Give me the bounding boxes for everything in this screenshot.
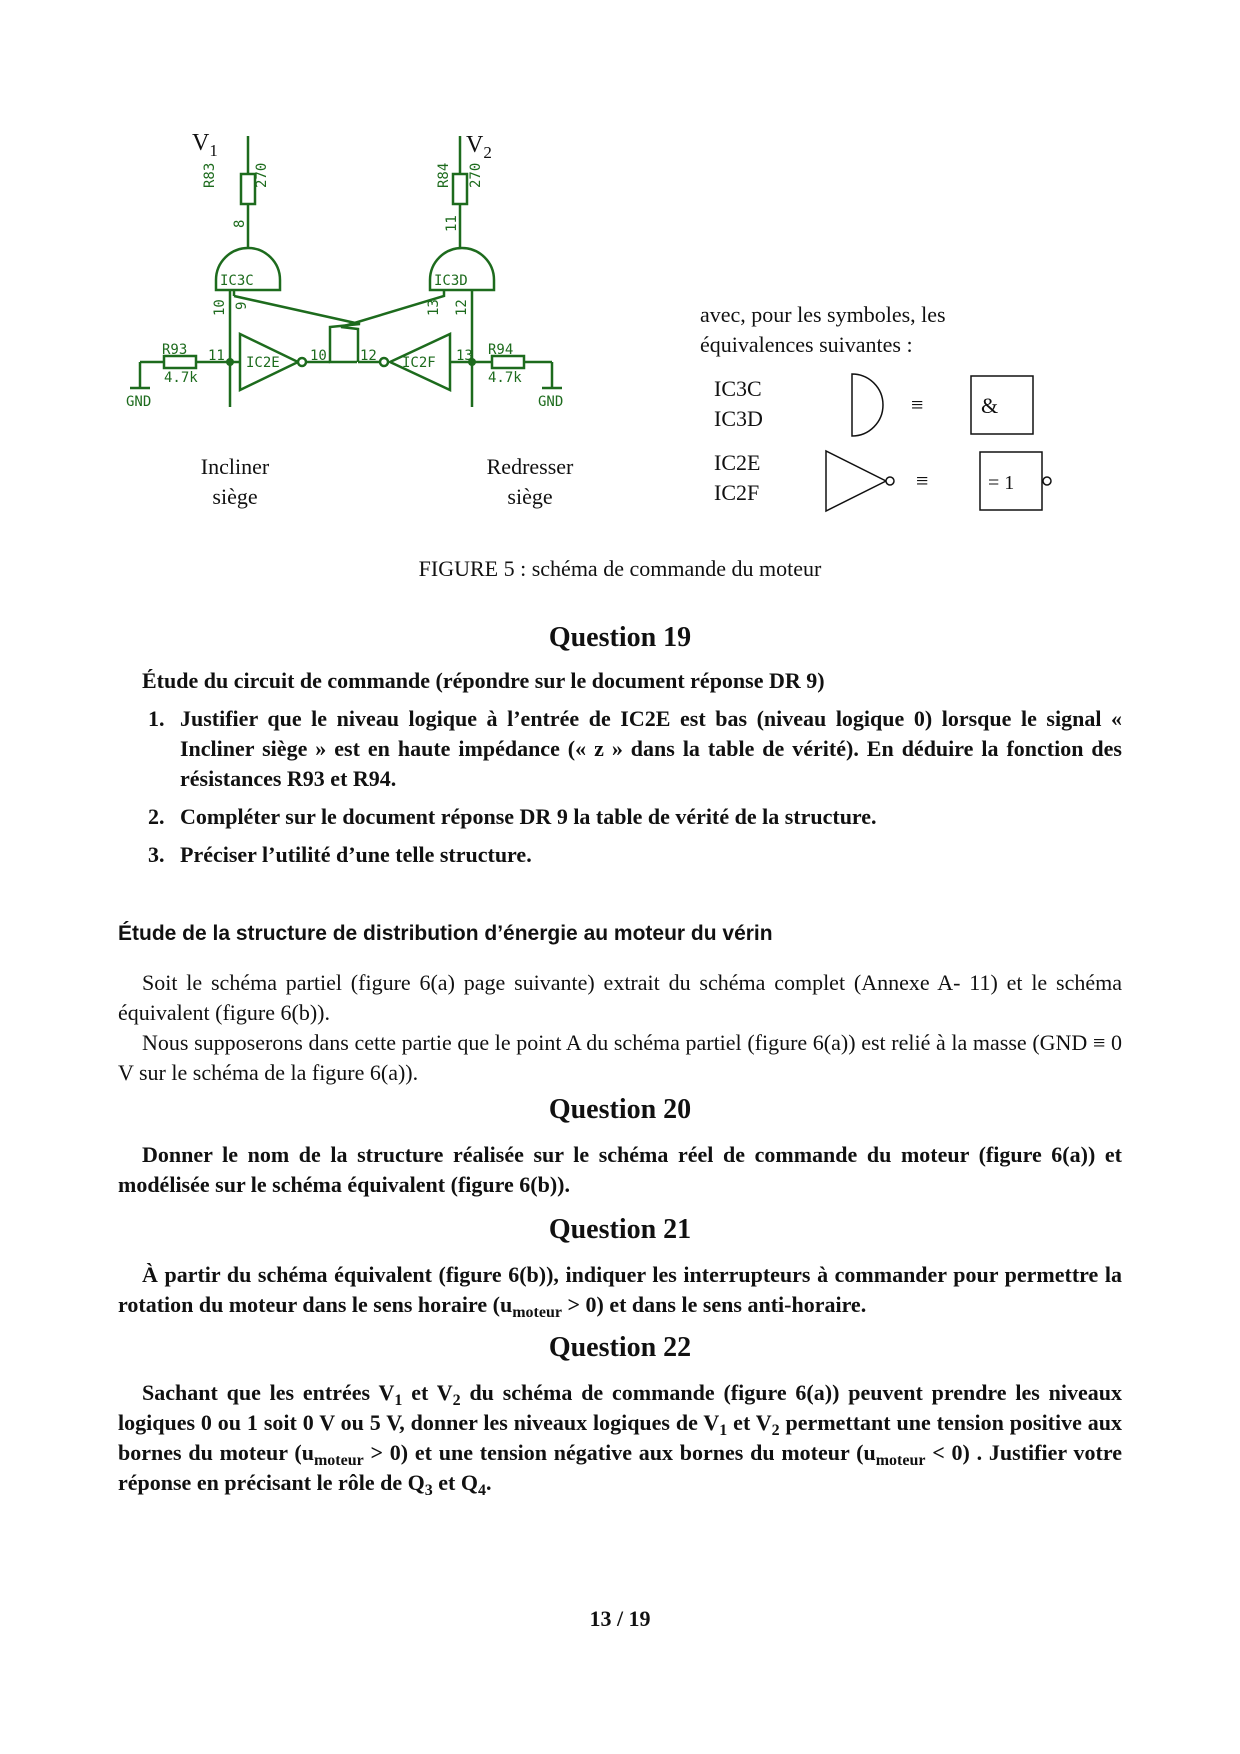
r93-value: 4.7k	[164, 370, 198, 386]
redresser-label: Redresser siège	[486, 454, 574, 509]
ic3d-label: IC3D	[434, 273, 468, 289]
not-gate-symbol	[826, 451, 886, 511]
legend-symbols	[700, 300, 1120, 530]
ic2f-label: IC2F	[402, 355, 436, 371]
pin-9: 9	[234, 301, 250, 310]
q20-title: Question 20	[548, 1094, 692, 1125]
page-number: 13 / 19	[589, 1606, 651, 1631]
section-paragraph-1: Soit le schéma partiel (figure 6(a) page suivante) extrait du schéma complet (Annexe A- 11) et le schéma équivalent (figure 6(b)).	[118, 970, 1122, 1025]
and-gate-symbol	[852, 374, 883, 436]
pin-10-bottom: 10	[310, 348, 327, 364]
and-box-label: &	[981, 393, 999, 418]
ic2e-label: IC2E	[246, 355, 280, 371]
legend-intro: avec, pour les symboles, les équivalences suivantes :	[700, 302, 946, 357]
v2-label: $V_2$	[466, 132, 492, 162]
q22-text: Sachant que les entrées $V_1$ et $V_2$ du schéma de commande (figure 6(a)) peuvent prendre les niveaux logiques 0 ou 1 soit 0 V ou 5 V, donner les niveaux logiques de $V_1$ et $V_2$ permettant une tension positive aux bornes du moteur $(u_{moteur} > 0)$ et une tension négative aux bornes du moteur $(u_{moteur} < 0)$ . Justifier votre réponse en précisant le rôle de $Q_3$ et $Q_4$.	[118, 1380, 1123, 1499]
q19-intro: Étude du circuit de commande (répondre sur le document réponse DR 9)	[142, 668, 825, 693]
r83-value: 270	[254, 162, 270, 188]
pin-13-top: 13	[426, 299, 442, 316]
q22-title: Question 22	[548, 1332, 692, 1363]
q21-text: À partir du schéma équivalent (figure 6(b)), indiquer les interrupteurs à commander pour permettre la rotation du moteur dans le sens horaire $(u_{moteur} > 0)$ et dans le sens anti-horaire.	[118, 1262, 1122, 1321]
q19-title: Question 19	[548, 622, 692, 653]
r94-value: 4.7k	[488, 370, 522, 386]
pin-8: 8	[232, 219, 248, 228]
gnd-left-label: GND	[126, 394, 152, 410]
pin-12-top: 12	[454, 299, 470, 316]
symbol-legend	[700, 300, 1120, 530]
r84-ref: R84	[436, 162, 452, 188]
pin-13-bottom: 13	[456, 348, 473, 364]
pin-12-bottom: 12	[360, 348, 377, 364]
r94-ref: R94	[488, 342, 514, 358]
list-item: 3. Préciser l’utilité d’une telle structure.	[148, 842, 532, 867]
pin-11-bottom: 11	[208, 348, 225, 364]
v1-label: $V_1$	[192, 130, 218, 160]
section-paragraph-2: Nous supposerons dans cette partie que le point A du schéma partiel (figure 6(a)) est relié à la masse (GND ≡ 0 V sur le schéma de la figure 6(a)).	[118, 1030, 1122, 1085]
gnd-right-label: GND	[538, 394, 564, 410]
pin-10-top: 10	[212, 299, 228, 316]
r84-value: 270	[468, 162, 484, 188]
q20-text: Donner le nom de la structure réalisée sur le schéma réel de commande du moteur (figure 6(a)) et modélisée sur le schéma équivalent (figure 6(b)).	[118, 1142, 1122, 1197]
q21-title: Question 21	[548, 1214, 692, 1245]
and-gate-names: IC3C IC3D	[714, 376, 763, 431]
list-item: 2. Compléter sur le document réponse DR 9 la table de vérité de la structure.	[148, 804, 877, 829]
not-gate-names: IC2E IC2F	[714, 450, 761, 505]
incliner-label: Incliner siège	[200, 454, 270, 509]
not-box-label: = 1	[988, 472, 1015, 494]
pin-11-top: 11	[444, 215, 460, 232]
r93-ref: R93	[162, 342, 188, 358]
ic3c-label: IC3C	[220, 273, 254, 289]
not-equiv-sign: ≡	[916, 468, 929, 493]
r83-ref: R83	[202, 162, 218, 188]
section-title: Étude de la structure de distribution d’énergie au moteur du vérin	[118, 922, 773, 945]
and-equiv-sign: ≡	[911, 392, 924, 417]
list-item: 1. Justifier que le niveau logique à l’entrée de IC2E est bas (niveau logique 0) lorsque le signal « Incliner siège » est en haute impédance (« z » dans la table de vérité). En déduire la fonction des résistances R93 et R94.	[148, 706, 1122, 791]
q19-list	[118, 704, 1122, 878]
figure-caption: FIGURE 5 : schéma de commande du moteur	[418, 556, 822, 581]
